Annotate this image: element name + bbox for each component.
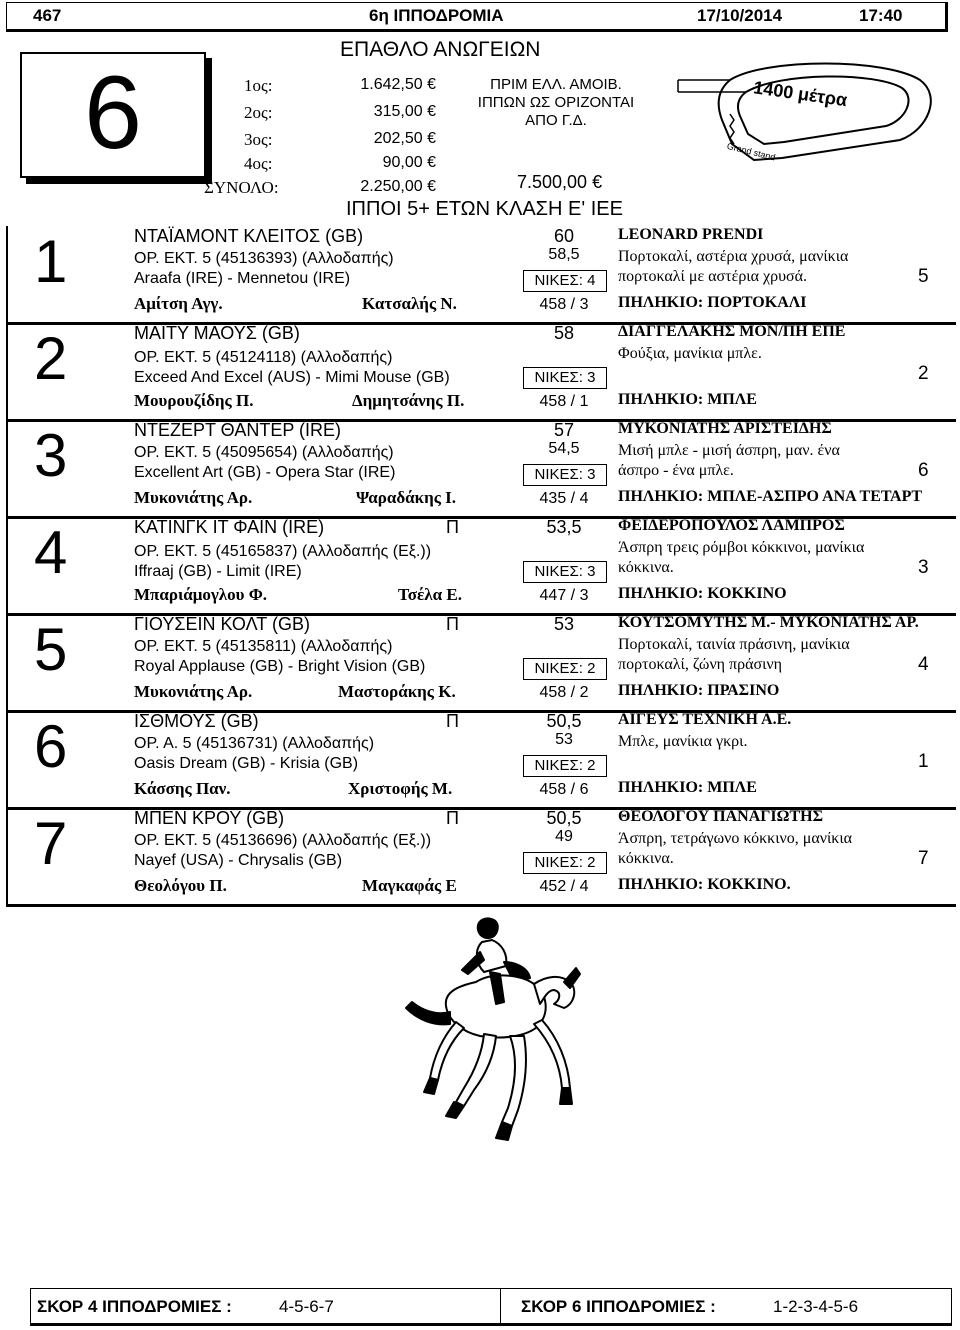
- trainer-name: Τσέλα Ε.: [398, 585, 462, 604]
- horse-name: ΜΑΪΤΥ ΜΑΟΥΣ (GB): [134, 323, 300, 343]
- wins-badge: ΝΙΚΕΣ: 2: [523, 658, 607, 680]
- horse-pedigree: Araafa (IRE) - Mennetou (IRE): [134, 270, 351, 287]
- weight-adjusted: 53: [555, 731, 573, 748]
- prize-label: 4ος:: [244, 154, 273, 173]
- helmet-color: ΠΗΛΗΚΙΟ: ΠΟΡΤΟΚΑΛΙ: [618, 294, 807, 311]
- owner-name: ΜΥΚΟΝΙΑΤΗΣ ΑΡΙΣΤΕΙΔΗΣ: [618, 420, 832, 437]
- race-number: 6: [84, 55, 142, 171]
- page-header: [6, 2, 948, 32]
- helmet-color: ΠΗΛΗΚΙΟ: ΚΟΚΚΙΝΟ: [618, 585, 787, 602]
- bonus-text: [456, 76, 656, 130]
- runner-row: [6, 808, 956, 907]
- row-divider: [6, 323, 8, 419]
- owner-name: ΚΟΥΤΣΟΜΥΤΗΣ Μ.- ΜΥΚΟΝΙΑΤΗΣ ΑΡ.: [618, 614, 919, 631]
- rating: 447 / 3: [539, 587, 589, 604]
- distance-label: 1400 μέτρα: [752, 77, 849, 111]
- horse-name: ΙΣΘΜΟΥΣ (GB): [134, 711, 259, 731]
- helmet-color: ΠΗΛΗΚΙΟ: ΜΠΛΕ: [618, 779, 757, 796]
- horse-breed: ΟΡ. ΕΚΤ. 5 (45095654) (Αλλοδαπής): [134, 444, 394, 461]
- silks-line: Φούξια, μανίκια μπλε.: [618, 345, 762, 362]
- page-number: 467: [33, 6, 62, 25]
- race-time: 17:40: [859, 6, 903, 25]
- draw-number: 3: [918, 557, 929, 578]
- helmet-color: ΠΗΛΗΚΙΟ: ΠΡΑΣΙΝΟ: [618, 682, 780, 699]
- race-number-box: [20, 52, 206, 178]
- row-divider: [6, 808, 8, 904]
- rating: 458 / 6: [539, 781, 589, 798]
- horse-name: ΓΙΟΥΣΕΪΝ ΚΟΛΤ (GB): [134, 614, 310, 634]
- track-shape-icon: [678, 64, 931, 161]
- silks-line: πορτοκαλί, ζώνη πράσινη: [618, 656, 783, 673]
- runner-row: [6, 517, 956, 616]
- weight: 50,5: [546, 711, 582, 731]
- silks-line: Πορτοκαλί, ταινία πράσινη, μανίκια: [618, 636, 850, 653]
- draw-number: 6: [918, 460, 929, 481]
- runner-row: [6, 226, 956, 325]
- track-diagram: [670, 44, 940, 174]
- grand-stand-label: Grand stand: [725, 140, 777, 163]
- rating: 458 / 3: [539, 296, 589, 313]
- bonus-line: ΑΠΟ Γ.Δ.: [525, 112, 587, 129]
- horse-name: ΚΑΤΙΝΓΚ ΙΤ ΦΑΪΝ (IRE): [134, 517, 325, 537]
- jockey-name: Μουρουζίδης Π.: [134, 391, 254, 410]
- jockey-name: Μυκονιάτης Αρ.: [134, 682, 253, 701]
- horse-breed: ΟΡ. ΕΚΤ. 5 (45135811) (Αλλοδαπής): [134, 638, 393, 655]
- rating: 458 / 1: [539, 393, 589, 410]
- horse-breed: ΟΡ. ΕΚΤ. 5 (45136393) (Αλλοδαπής): [134, 250, 394, 267]
- owner-name: ΑΙΓΕΥΣ ΤΕΧΝΙΚΗ Α.Ε.: [618, 711, 792, 728]
- horse-breed: ΟΡ. ΕΚΤ. 5 (45124118) (Αλλοδαπής): [134, 349, 393, 366]
- trainer-name: Χριστοφής Μ.: [348, 779, 453, 798]
- weight: 53,5: [546, 517, 582, 537]
- runner-row: [6, 711, 956, 810]
- horse-pedigree: Iffraaj (GB) - Limit (IRE): [134, 563, 302, 580]
- horse-pedigree: Royal Applause (GB) - Bright Vision (GB): [134, 658, 426, 675]
- score4-label: ΣΚΟΡ 4 ΙΠΠΟΔΡΟΜΙΕΣ :: [37, 1297, 232, 1316]
- horse-breed: ΟΡ. Α. 5 (45136731) (Αλλοδαπής): [134, 735, 375, 752]
- row-divider: [6, 226, 8, 322]
- draw-number: 4: [918, 654, 929, 675]
- horse-flag: Π: [446, 711, 459, 731]
- silks-line: Άσπρη τρεις ρόμβοι κόκκινοι, μανίκια: [618, 539, 865, 556]
- horse-name: ΝΤΑΪΑΜΟΝΤ ΚΛΕΙΤΟΣ (GB): [134, 226, 364, 246]
- jockey-name: Μυκονιάτης Αρ.: [134, 488, 253, 507]
- helmet-color: ΠΗΛΗΚΙΟ: ΚΟΚΚΙΝΟ.: [618, 876, 791, 893]
- owner-name: ΔΙΑΓΓΕΛΑΚΗΣ ΜΟΝ/ΠΗ ΕΠΕ: [618, 323, 846, 340]
- trainer-name: Δημητσάνης Π.: [352, 391, 465, 410]
- rating: 452 / 4: [539, 878, 589, 895]
- bonus-value: 7.500,00 €: [517, 172, 603, 192]
- weight-adjusted: 49: [555, 828, 573, 845]
- runner-number: 4: [34, 519, 68, 586]
- wins-badge: ΝΙΚΕΣ: 3: [523, 464, 607, 486]
- horse-flag: Π: [446, 614, 459, 634]
- helmet-color: ΠΗΛΗΚΙΟ: ΜΠΛΕ: [618, 391, 757, 408]
- wins-badge: ΝΙΚΕΣ: 4: [523, 270, 607, 292]
- weight: 60: [553, 226, 575, 246]
- draw-number: 5: [918, 266, 929, 287]
- bonus-line: ΙΠΠΩΝ ΩΣ ΟΡΙΖΟΝΤΑΙ: [477, 94, 635, 111]
- prize-total-value: 2.250,00 €: [360, 178, 436, 195]
- owner-name: ΘΕΟΛΟΓΟΥ ΠΑΝΑΓΙΩΤΗΣ: [618, 808, 824, 825]
- horse-breed: ΟΡ. ΕΚΤ. 5 (45136696) (Αλλοδαπής (Εξ.)): [134, 832, 432, 849]
- horse-pedigree: Nayef (USA) - Chrysalis (GB): [134, 852, 343, 869]
- weight: 50,5: [546, 808, 582, 828]
- score6-value: 1-2-3-4-5-6: [773, 1297, 859, 1316]
- horse-jockey-icon: [384, 912, 604, 1162]
- wins-badge: ΝΙΚΕΣ: 3: [523, 561, 607, 583]
- horse-pedigree: Exceed And Excel (AUS) - Mimi Mouse (GB): [134, 369, 450, 386]
- draw-number: 2: [918, 363, 929, 384]
- trainer-name: Ψαραδάκης Ι.: [356, 488, 457, 507]
- rating: 458 / 2: [539, 684, 589, 701]
- horse-name: ΝΤΕΖΕΡΤ ΘΑΝΤΕΡ (IRE): [134, 420, 342, 440]
- footer-scores: [30, 1288, 952, 1326]
- footer-divider: [500, 1288, 501, 1326]
- race-conditions: ΙΠΠΟΙ 5+ ΕΤΩΝ ΚΛΑΣΗ Ε' ΙΕΕ: [346, 198, 623, 220]
- wins-badge: ΝΙΚΕΣ: 3: [523, 367, 607, 389]
- horse-pedigree: Excellent Art (GB) - Opera Star (IRE): [134, 464, 396, 481]
- row-divider: [6, 517, 8, 613]
- prize-label: 2ος:: [244, 103, 273, 122]
- silks-line: κόκκινα.: [618, 850, 674, 867]
- horse-breed: ΟΡ. ΕΚΤ. 5 (45165837) (Αλλοδαπής (Εξ.)): [134, 543, 432, 560]
- owner-name: LEONARD PRENDI: [618, 226, 764, 243]
- silks-line: άσπρο - ένα μπλε.: [618, 462, 734, 479]
- runner-row: [6, 323, 956, 422]
- weight-adjusted: 54,5: [548, 440, 580, 457]
- jockey-name: Μπαριάμογλου Φ.: [134, 585, 268, 604]
- runner-number: 6: [34, 713, 68, 780]
- owner-name: ΦΕΙΔΕΡΟΠΟΥΛΟΣ ΛΑΜΠΡΟΣ: [618, 517, 845, 534]
- weight: 53: [553, 614, 575, 634]
- wins-badge: ΝΙΚΕΣ: 2: [523, 852, 607, 874]
- prize-value: 315,00 €: [373, 103, 436, 120]
- jockey-name: Αμίτση Αγγ.: [134, 294, 223, 313]
- prize-name: ΕΠΑΘΛΟ ΑΝΩΓΕΙΩΝ: [340, 38, 541, 61]
- row-divider: [6, 711, 8, 807]
- draw-number: 7: [918, 848, 929, 869]
- helmet-color: ΠΗΛΗΚΙΟ: ΜΠΛΕ-ΑΣΠΡΟ ΑΝΑ ΤΕΤΑΡΤ: [618, 488, 923, 505]
- draw-number: 1: [918, 751, 929, 772]
- prize-value: 202,50 €: [373, 130, 436, 147]
- silks-line: πορτοκαλί με αστέρια χρυσά.: [618, 268, 807, 285]
- score4-value: 4-5-6-7: [279, 1297, 334, 1316]
- horse-name: ΜΠΕΝ ΚΡΟΫ (GB): [134, 808, 285, 828]
- trainer-name: Μαστοράκης Κ.: [338, 682, 456, 701]
- score6-label: ΣΚΟΡ 6 ΙΠΠΟΔΡΟΜΙΕΣ :: [521, 1297, 716, 1316]
- jockey-name: Κάσσης Παν.: [134, 779, 231, 798]
- prize-value: 1.642,50 €: [360, 76, 436, 93]
- bonus-line: ΠΡΙΜ ΕΛΛ. ΑΜΟΙΒ.: [490, 76, 622, 93]
- runner-number: 2: [34, 325, 68, 392]
- prize-value: 90,00 €: [382, 154, 436, 171]
- prize-total-label: ΣΥΝΟΛΟ:: [204, 178, 279, 197]
- race-date: 17/10/2014: [697, 6, 783, 25]
- trainer-name: Κατσαλής Ν.: [362, 294, 457, 313]
- prize-label: 3ος:: [244, 130, 273, 149]
- race-title: 6η ΙΠΠΟΔΡΟΜΙΑ: [369, 6, 504, 25]
- horse-flag: Π: [446, 808, 459, 828]
- silks-line: Πορτοκαλί, αστέρια χρυσά, μανίκια: [618, 248, 849, 265]
- runner-row: [6, 614, 956, 713]
- silks-line: Μισή μπλε - μισή άσπρη, μαν. ένα: [618, 442, 840, 459]
- rating: 435 / 4: [539, 490, 589, 507]
- runner-number: 5: [34, 616, 68, 683]
- silks-line: Μπλε, μανίκια γκρι.: [618, 733, 748, 750]
- horse-pedigree: Oasis Dream (GB) - Krisia (GB): [134, 755, 359, 772]
- row-divider: [6, 420, 8, 516]
- runner-row: [6, 420, 956, 519]
- jockey-name: Θεολόγου Π.: [134, 876, 227, 895]
- prize-label: 1ος:: [244, 76, 273, 95]
- silks-line: Άσπρη, τετράγωνο κόκκινο, μανίκια: [618, 830, 853, 847]
- row-divider: [6, 614, 8, 710]
- weight: 57: [553, 420, 575, 440]
- wins-badge: ΝΙΚΕΣ: 2: [523, 755, 607, 777]
- runner-number: 1: [34, 228, 68, 295]
- silks-line: κόκκινα.: [618, 559, 674, 576]
- runner-number: 3: [34, 422, 68, 489]
- trainer-name: Μαγκαφάς Ε: [362, 876, 457, 895]
- weight-adjusted: 58,5: [548, 246, 580, 263]
- horse-flag: Π: [446, 517, 459, 537]
- runner-number: 7: [34, 810, 68, 877]
- weight: 58: [553, 323, 575, 343]
